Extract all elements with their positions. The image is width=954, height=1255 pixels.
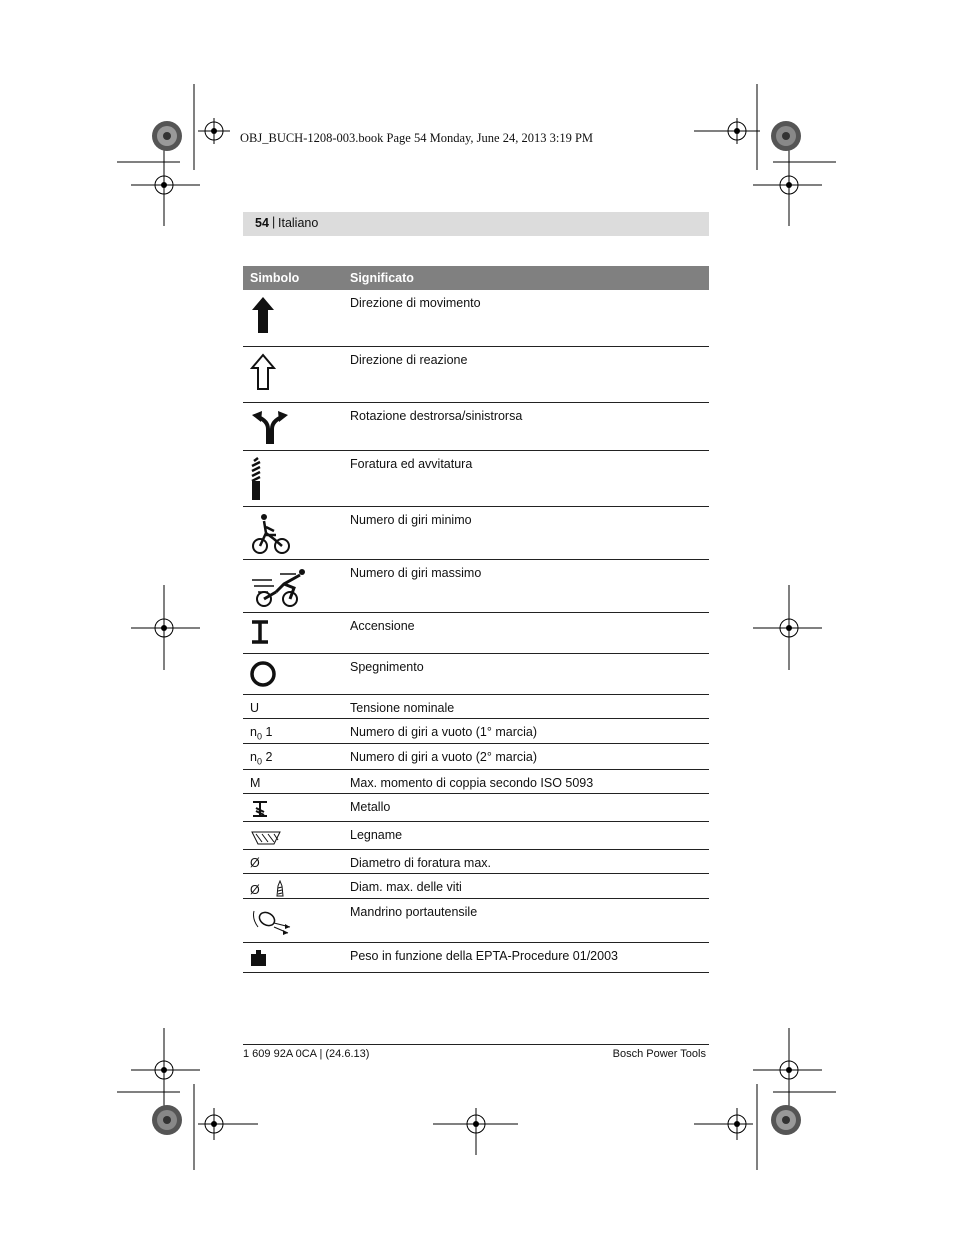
symbol-cell: U [243,694,343,718]
page-number: 54 [255,216,269,230]
table-header-row [243,266,709,290]
header-symbol: Simbolo [243,266,343,290]
meaning-cell: Mandrino portautensile [343,898,709,942]
meaning-cell: Metallo [343,793,709,821]
meaning-cell: Numero di giri a vuoto (1° marcia) [343,718,709,744]
meaning-cell: Numero di giri massimo [343,559,709,612]
symbol-cell: $n_0$ 1 [243,718,343,744]
table-row [243,769,709,793]
table-row [243,346,709,402]
meaning-cell: Spegnimento [343,653,709,694]
table-row [243,290,709,346]
print-header: OBJ_BUCH-1208-003.book Page 54 Monday, June 24, 2013 3:19 PM [240,131,594,145]
table-row [243,821,709,849]
footer-brand: Bosch Power Tools [612,1048,706,1060]
meaning-cell: Accensione [343,612,709,653]
table-row [243,718,709,744]
table-row [243,694,709,718]
meaning-cell: Direzione di movimento [343,290,709,346]
table-row [243,653,709,694]
section-language: Italiano [278,216,319,230]
meaning-cell: Rotazione destrorsa/sinistrorsa [343,402,709,450]
meaning-cell: Direzione di reazione [343,346,709,402]
power-on-icon [250,619,272,645]
table-row [243,450,709,506]
table-row [243,898,709,942]
meaning-cell: Numero di giri a vuoto (2° marcia) [343,744,709,770]
wood-icon [250,828,282,846]
meaning-cell: Legname [343,821,709,849]
meaning-cell: Peso in funzione della EPTA-Procedure 01/2003 [343,942,709,972]
table-row [243,873,709,898]
fork-arrow-icon [250,409,290,445]
symbol-cell: $n_0$ 2 [243,744,343,770]
table-row [243,402,709,450]
slow-cyclist-icon [250,513,294,555]
page-header-bar [243,212,709,236]
separator: | [272,215,276,229]
table-row [243,612,709,653]
meaning-cell: Max. momento di coppia secondo ISO 5093 [343,769,709,793]
chuck-icon [250,905,292,937]
arrow-filled-icon [250,296,276,334]
symbol-table [243,266,709,973]
table-row [243,559,709,612]
meaning-cell: Numero di giri minimo [343,506,709,559]
table-row [243,849,709,873]
symbol-cell: Ø [243,849,343,873]
meaning-cell: Foratura ed avvitatura [343,450,709,506]
meaning-cell: Diam. max. delle viti [343,873,709,898]
table-row [243,793,709,821]
drill-bit-icon [250,457,264,501]
fast-cyclist-icon [250,566,310,608]
meaning-cell: Diametro di foratura max. [343,849,709,873]
arrow-outline-icon [250,353,276,391]
symbol-cell: Ø [250,882,260,897]
symbol-cell: M [243,769,343,793]
weight-icon [250,949,268,967]
page-footer [243,1044,709,1065]
metal-icon [250,800,270,818]
power-off-icon [250,660,278,688]
table-row [243,506,709,559]
table-row [243,942,709,972]
meaning-cell: Tensione nominale [343,694,709,718]
header-meaning: Significato [343,266,709,290]
table-row [243,744,709,770]
screw-icon [273,880,287,898]
footer-doc-id: 1 609 92A 0CA | (24.6.13) [243,1048,370,1060]
